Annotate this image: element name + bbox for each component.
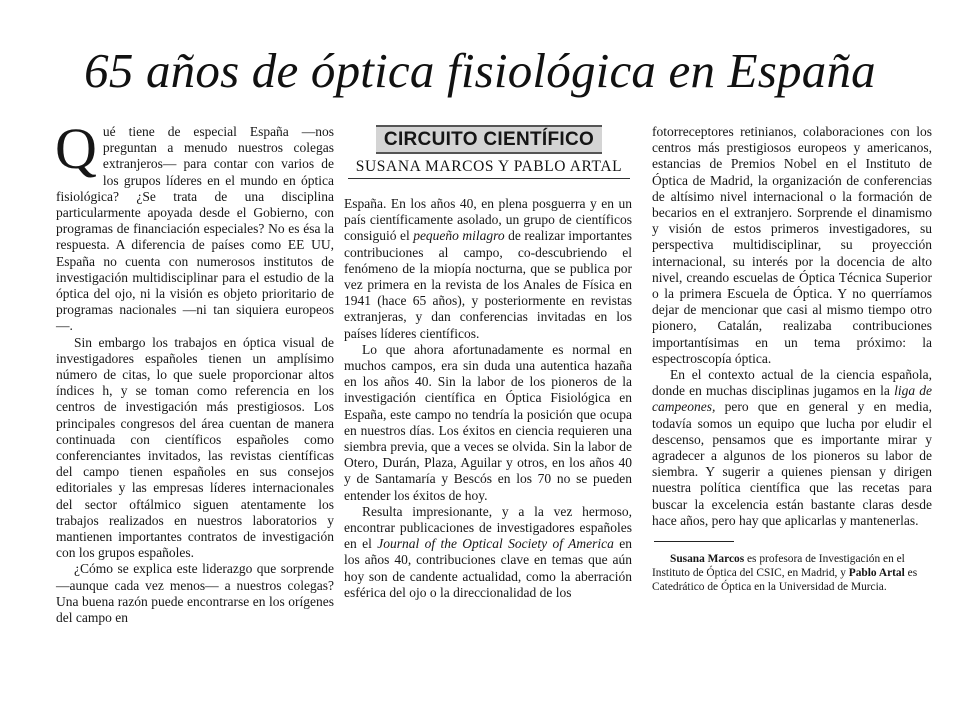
paragraph-2: Sin embargo los trabajos en óptica visual de investigadores españoles tienen un amplísimo número de citas, lo que suele proporcionar altos índices h, y se toman como referencia en los centros de investigación más prestigiosos. Los principales congresos del área cuentan de manera continuada con científicos españoles como conferenciantes invitados, las revistas científicas del campo tienen españoles en sus consejos editoriales y las empresas líderes internacionales del sector oftálmico siguen atentamente los trabajos realizados en nuestros laboratorios y mantienen importantes contratos de investigación con los grupos españoles. [56, 334, 334, 561]
paragraph-8 [652, 367, 932, 529]
paragraph-6-text-a: Resulta impresionante, y a la vez hermoso, encontrar publicaciones de investigadores españoles en el [344, 503, 632, 552]
section-header [348, 125, 630, 179]
paragraph-8-text-b: pero que en general y en media, todavía somos un equipo que lucha por eludir el descenso, pensamos que es importante mirar y agradecer a algunos de los pioneros su labor de siembra. Y sugerir a quienes piensan y dirigen nuestra política científica que las recetas para buscar la excelencia están bastante claras desde hace años, pero hay que aplicarlas y mantenerlas. [652, 399, 932, 528]
paragraph-6 [344, 504, 632, 601]
paragraph-1-text: ué tiene de especial España —nos preguntan a menudo nuestros colegas extranjeros— para contar con varios de los grupos líderes en el mundo en óptica fisiológica? ¿Se trata de una disciplina particularmente apoyada desde el Gobierno, con programas de financiación especiales? No es ésa la respuesta. A diferencia de países como EE UU, España no cuenta con numerosos institutos de investigación multidisciplinar para el estudio de la óptica del ojo, ni la visión es objeto prioritario de programas nacionales —ni tan siquiera europeos—. [56, 124, 334, 334]
paragraph-3: ¿Cómo se explica este liderazgo que sorprende —aunque cada vez menos— a nuestros colegas? Una buena razón puede encontrarse en los orígenes del campo en [56, 561, 334, 626]
paragraph-4-text-a: España. En los años 40, en plena posguerra y en un país científicamente asolado, un grupo de científicos consiguió el [344, 196, 632, 244]
author-name-2: Pablo Artal [848, 567, 905, 580]
paragraph-5: Lo que ahora afortunadamente es normal en muchos campos, era sin duda una autentica hazaña en los años 40. Sin la labor de los pioneros de la investigación científica en Óptica Fisiológica en España, este campo no tendría la posición que ocupa en nuestros días. Los éxitos en ciencia requieren una siembra previa, que a veces se olvida. Sin la labor de Otero, Durán, Plaza, Aguilar y otros, en los años 40 y de Santamaría y Bescós en los 70 no se pueden entender los éxitos de hoy. [344, 341, 632, 503]
column-2 [344, 196, 632, 601]
paragraph-4 [344, 196, 632, 342]
author-bio-text-1: es profesora de Investigación en el Instituto de Óptica del CSIC, en Madrid, y [652, 553, 905, 580]
paragraph-6-emphasis: Journal of the Optical Society of America [377, 536, 614, 552]
author-bio-text-2: es Catedrático de Óptica en la Universidad de Murcia. [652, 567, 918, 594]
paragraph-7: fotorreceptores retinianos, colaboraciones con los centros más prestigiosos europeos y americanos, estancias de Premios Nobel en el Instituto de Óptica de Madrid, la organización de conferencias de altísimo nivel internacional o la formación de becarios en el extranjero. Sorprende el dinamismo y visión de estos primeros investigadores, su perspectiva multidisciplinar, su proyección internacional, su interés por la docencia de alto nivel, creando escuelas de Óptica Técnica Superior o la primera Escuela de Óptica. Y no querríamos dejar de mencionar que casi al mismo tiempo otro pionero, Catalán, realizaba contribuciones importantísimas en un tema próximo: la espectroscopía óptica. [652, 124, 932, 366]
article-title: 65 años de óptica fisiológica en España [84, 43, 876, 98]
paragraph-8-text-a: En el contexto actual de la ciencia española, donde en muchas disciplinas jugamos en la [652, 367, 932, 399]
paragraph-6-text-b: en los años 40, contribuciones clave en temas que aún hoy son de candente actualidad, como la aberración esférica del ojo o la direccionalidad de los [344, 536, 632, 600]
column-1 [55, 116, 334, 626]
bio-divider [654, 541, 734, 542]
section-label: CIRCUITO CIENTÍFICO [376, 125, 602, 154]
paragraph-8-emphasis: liga de campeones, [652, 383, 932, 415]
drop-cap: Q [55, 116, 97, 181]
paragraph-1 [55, 116, 334, 335]
author-name-1: Susana Marcos [670, 553, 745, 566]
author-bio [652, 552, 932, 594]
paragraph-4-emphasis: pequeño milagro [413, 228, 505, 244]
byline: SUSANA MARCOS Y PABLO ARTAL [348, 158, 630, 179]
paragraph-4-text-b: de realizar importantes contribuciones al campo, co-descubriendo el fenómeno de la miopía nocturna, que se publica por vez primera en la revista de los Anales de Física en 1941 (hace 65 años), y posteriormente en revistas extranjeras, y dan conferencias invitadas en los países líderes científicos. [344, 228, 632, 341]
column-3 [652, 124, 932, 594]
